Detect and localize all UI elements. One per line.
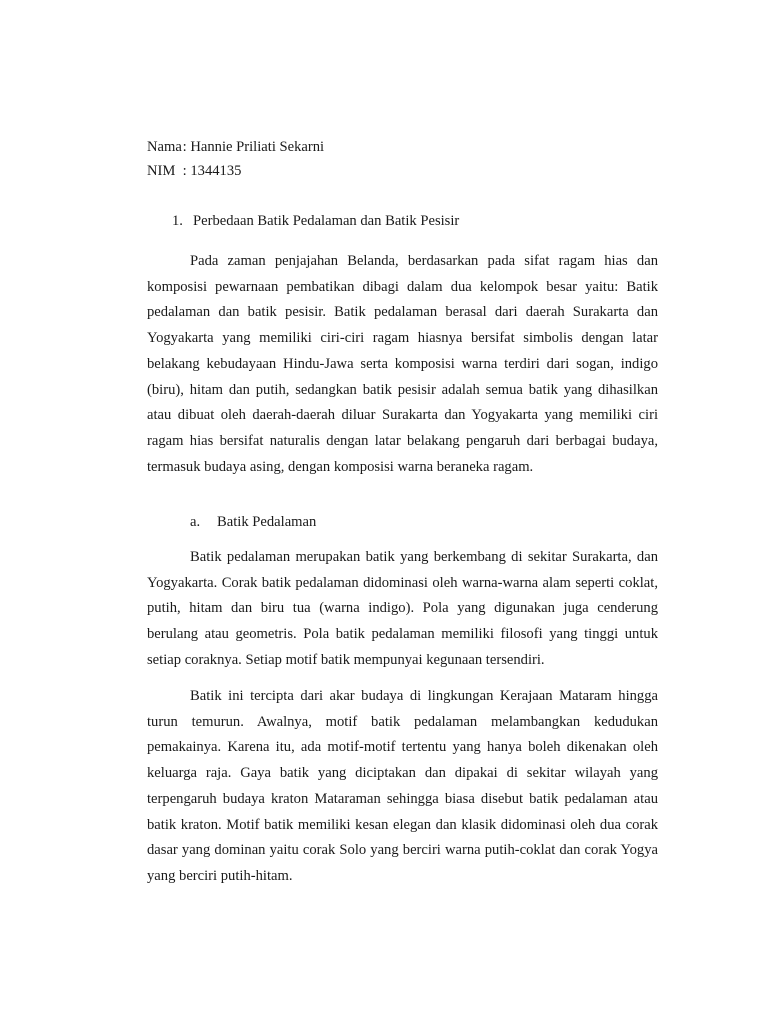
subsection-letter: a. bbox=[190, 514, 201, 530]
section-number: 1. bbox=[172, 213, 183, 229]
nama-label: Nama bbox=[147, 139, 182, 155]
intro-paragraph: Pada zaman penjajahan Belanda, berdasarkan pada sifat ragam hias dan komposisi pewarnaan pembatikan dibagi dalam dua kelompok besar yaitu: Batik pedalaman dan batik pesisir. Batik pedalaman berasal dari daerah Surakarta dan Yogyakarta yang memiliki ciri-ciri ragam hiasnya bersifat simbolis dengan latar belakang kebudayaan Hindu-Jawa serta komposisi warna terdiri dari sogan, indigo (biru), hitam dan putih, sedangkan batik pesisir adalah semua batik yang dihasilkan atau dibuat oleh daerah-daerah diluar Surakarta dan Yogyakarta yang memiliki ciri ragam hias bersifat naturalis dengan latar belakang pengaruh dari berbagai budaya, termasuk budaya asing, dengan komposisi warna beraneka ragam. bbox=[147, 253, 658, 475]
section-title: Perbedaan Batik Pedalaman dan Batik Pesisir bbox=[193, 213, 460, 229]
section-heading bbox=[172, 212, 459, 230]
nim-value: : 1344135 bbox=[182, 163, 242, 179]
nim-label: NIM bbox=[147, 163, 176, 179]
nama-row bbox=[147, 138, 324, 156]
pedalaman-paragraph-1: Batik pedalaman merupakan batik yang berkembang di sekitar Surakarta, dan Yogyakarta. Corak batik pedalaman didominasi oleh warna-warna alam seperti coklat, putih, hitam dan biru tua (warna indigo). Pola yang digunakan juga cenderung berulang atau geometris. Pola batik pedalaman memiliki filosofi yang tinggi untuk setiap coraknya. Setiap motif batik mempunyai kegunaan tersendiri. bbox=[147, 549, 658, 668]
nim-row bbox=[147, 162, 241, 180]
subsection-title: Batik Pedalaman bbox=[217, 514, 317, 530]
nama-value: : Hannie Priliati Sekarni bbox=[182, 139, 325, 155]
subsection-heading bbox=[190, 513, 316, 531]
pedalaman-paragraph-2: Batik ini tercipta dari akar budaya di lingkungan Kerajaan Mataram hingga turun temurun. Awalnya, motif batik pedalaman melambangkan kedudukan pemakainya. Karena itu, ada motif-motif tertentu yang hanya boleh dikenakan oleh keluarga raja. Gaya batik yang diciptakan dan dipakai di sekitar wilayah yang terpengaruh budaya kraton Mataraman sehingga biasa disebut batik pedalaman atau batik kraton. Motif batik memiliki kesan elegan dan klasik didominasi oleh dua corak dasar yang dominan yaitu corak Solo yang berciri warna putih-coklat dan corak Yogya yang berciri putih-hitam. bbox=[147, 688, 658, 884]
